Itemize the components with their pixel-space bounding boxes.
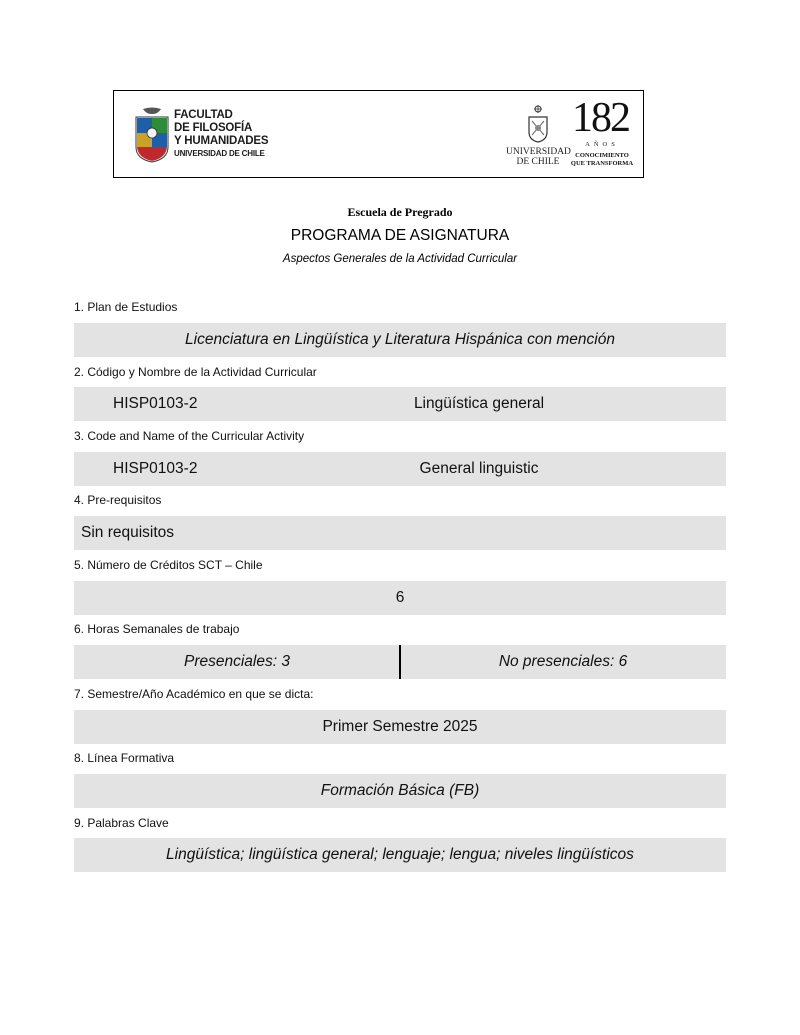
- page-subtitle: Aspectos Generales de la Actividad Curricular: [282, 253, 518, 265]
- codigo-label: 2. Código y Nombre de la Actividad Curricular: [74, 365, 317, 379]
- horas-presenciales: Presenciales: 3: [184, 653, 290, 670]
- school-name: Escuela de Pregrado: [347, 205, 453, 219]
- anniversary-number: 182: [572, 95, 629, 141]
- codigo-code: HISP0103-2: [113, 395, 198, 412]
- codigo-field: [74, 387, 726, 421]
- faculty-name: [174, 109, 268, 160]
- codigo-name: Lingüística general: [413, 395, 545, 412]
- university-seal-icon: [526, 105, 550, 143]
- linea-field: [74, 774, 726, 808]
- prerequisitos-field: [74, 516, 726, 550]
- semestre-label: 7. Semestre/Año Académico en que se dicta:: [74, 687, 314, 701]
- faculty-line-2: DE FILOSOFÍA: [174, 122, 253, 134]
- palabras-label: 9. Palabras Clave: [74, 816, 169, 830]
- plan-label: 1. Plan de Estudios: [74, 300, 178, 314]
- horas-label: 6. Horas Semanales de trabajo: [74, 622, 240, 636]
- faculty-shield-logo: [134, 107, 170, 163]
- plan-value: Licenciatura en Lingüística y Literatura Hispánica con mención: [185, 331, 615, 348]
- creditos-value: 6: [395, 589, 405, 606]
- page-title: PROGRAMA DE ASIGNATURA: [290, 227, 510, 244]
- horas-no-presenciales: No presenciales: 6: [498, 653, 628, 670]
- anniversary-slogan-line-1: CONOCIMIENTO: [575, 152, 629, 159]
- prerequisitos-value: Sin requisitos: [81, 524, 175, 541]
- linea-value: Formación Básica (FB): [320, 782, 480, 799]
- code-en-code: HISP0103-2: [113, 460, 198, 477]
- palabras-field: [74, 838, 726, 872]
- faculty-line-1: FACULTAD: [174, 109, 233, 121]
- code-en-field: [74, 452, 726, 486]
- plan-field: [74, 323, 726, 357]
- anniversary-slogan: [570, 152, 634, 168]
- horas-field: [74, 645, 726, 679]
- semestre-value: Primer Semestre 2025: [322, 718, 478, 735]
- creditos-label: 5. Número de Créditos SCT – Chile: [74, 558, 263, 572]
- university-line-1: UNIVERSIDAD: [506, 147, 571, 157]
- code-en-label: 3. Code and Name of the Curricular Activity: [74, 429, 305, 443]
- prerequisitos-label: 4. Pre-requisitos: [74, 493, 162, 507]
- linea-label: 8. Línea Formativa: [74, 751, 175, 765]
- code-en-name: General linguistic: [419, 460, 539, 477]
- anniversary-slogan-line-2: QUE TRANSFORMA: [570, 160, 634, 167]
- anniversary-word: AÑOS: [585, 141, 619, 148]
- faculty-line-3: Y HUMANIDADES: [174, 135, 269, 147]
- palabras-value: Lingüística; lingüística general; lenguaje; lengua; niveles lingüísticos: [166, 846, 634, 863]
- university-line-2: DE CHILE: [516, 156, 560, 167]
- semestre-field: [74, 710, 726, 744]
- header-banner: [113, 90, 644, 178]
- faculty-university: UNIVERSIDAD DE CHILE: [174, 149, 265, 158]
- creditos-field: [74, 581, 726, 615]
- university-name: [506, 148, 570, 167]
